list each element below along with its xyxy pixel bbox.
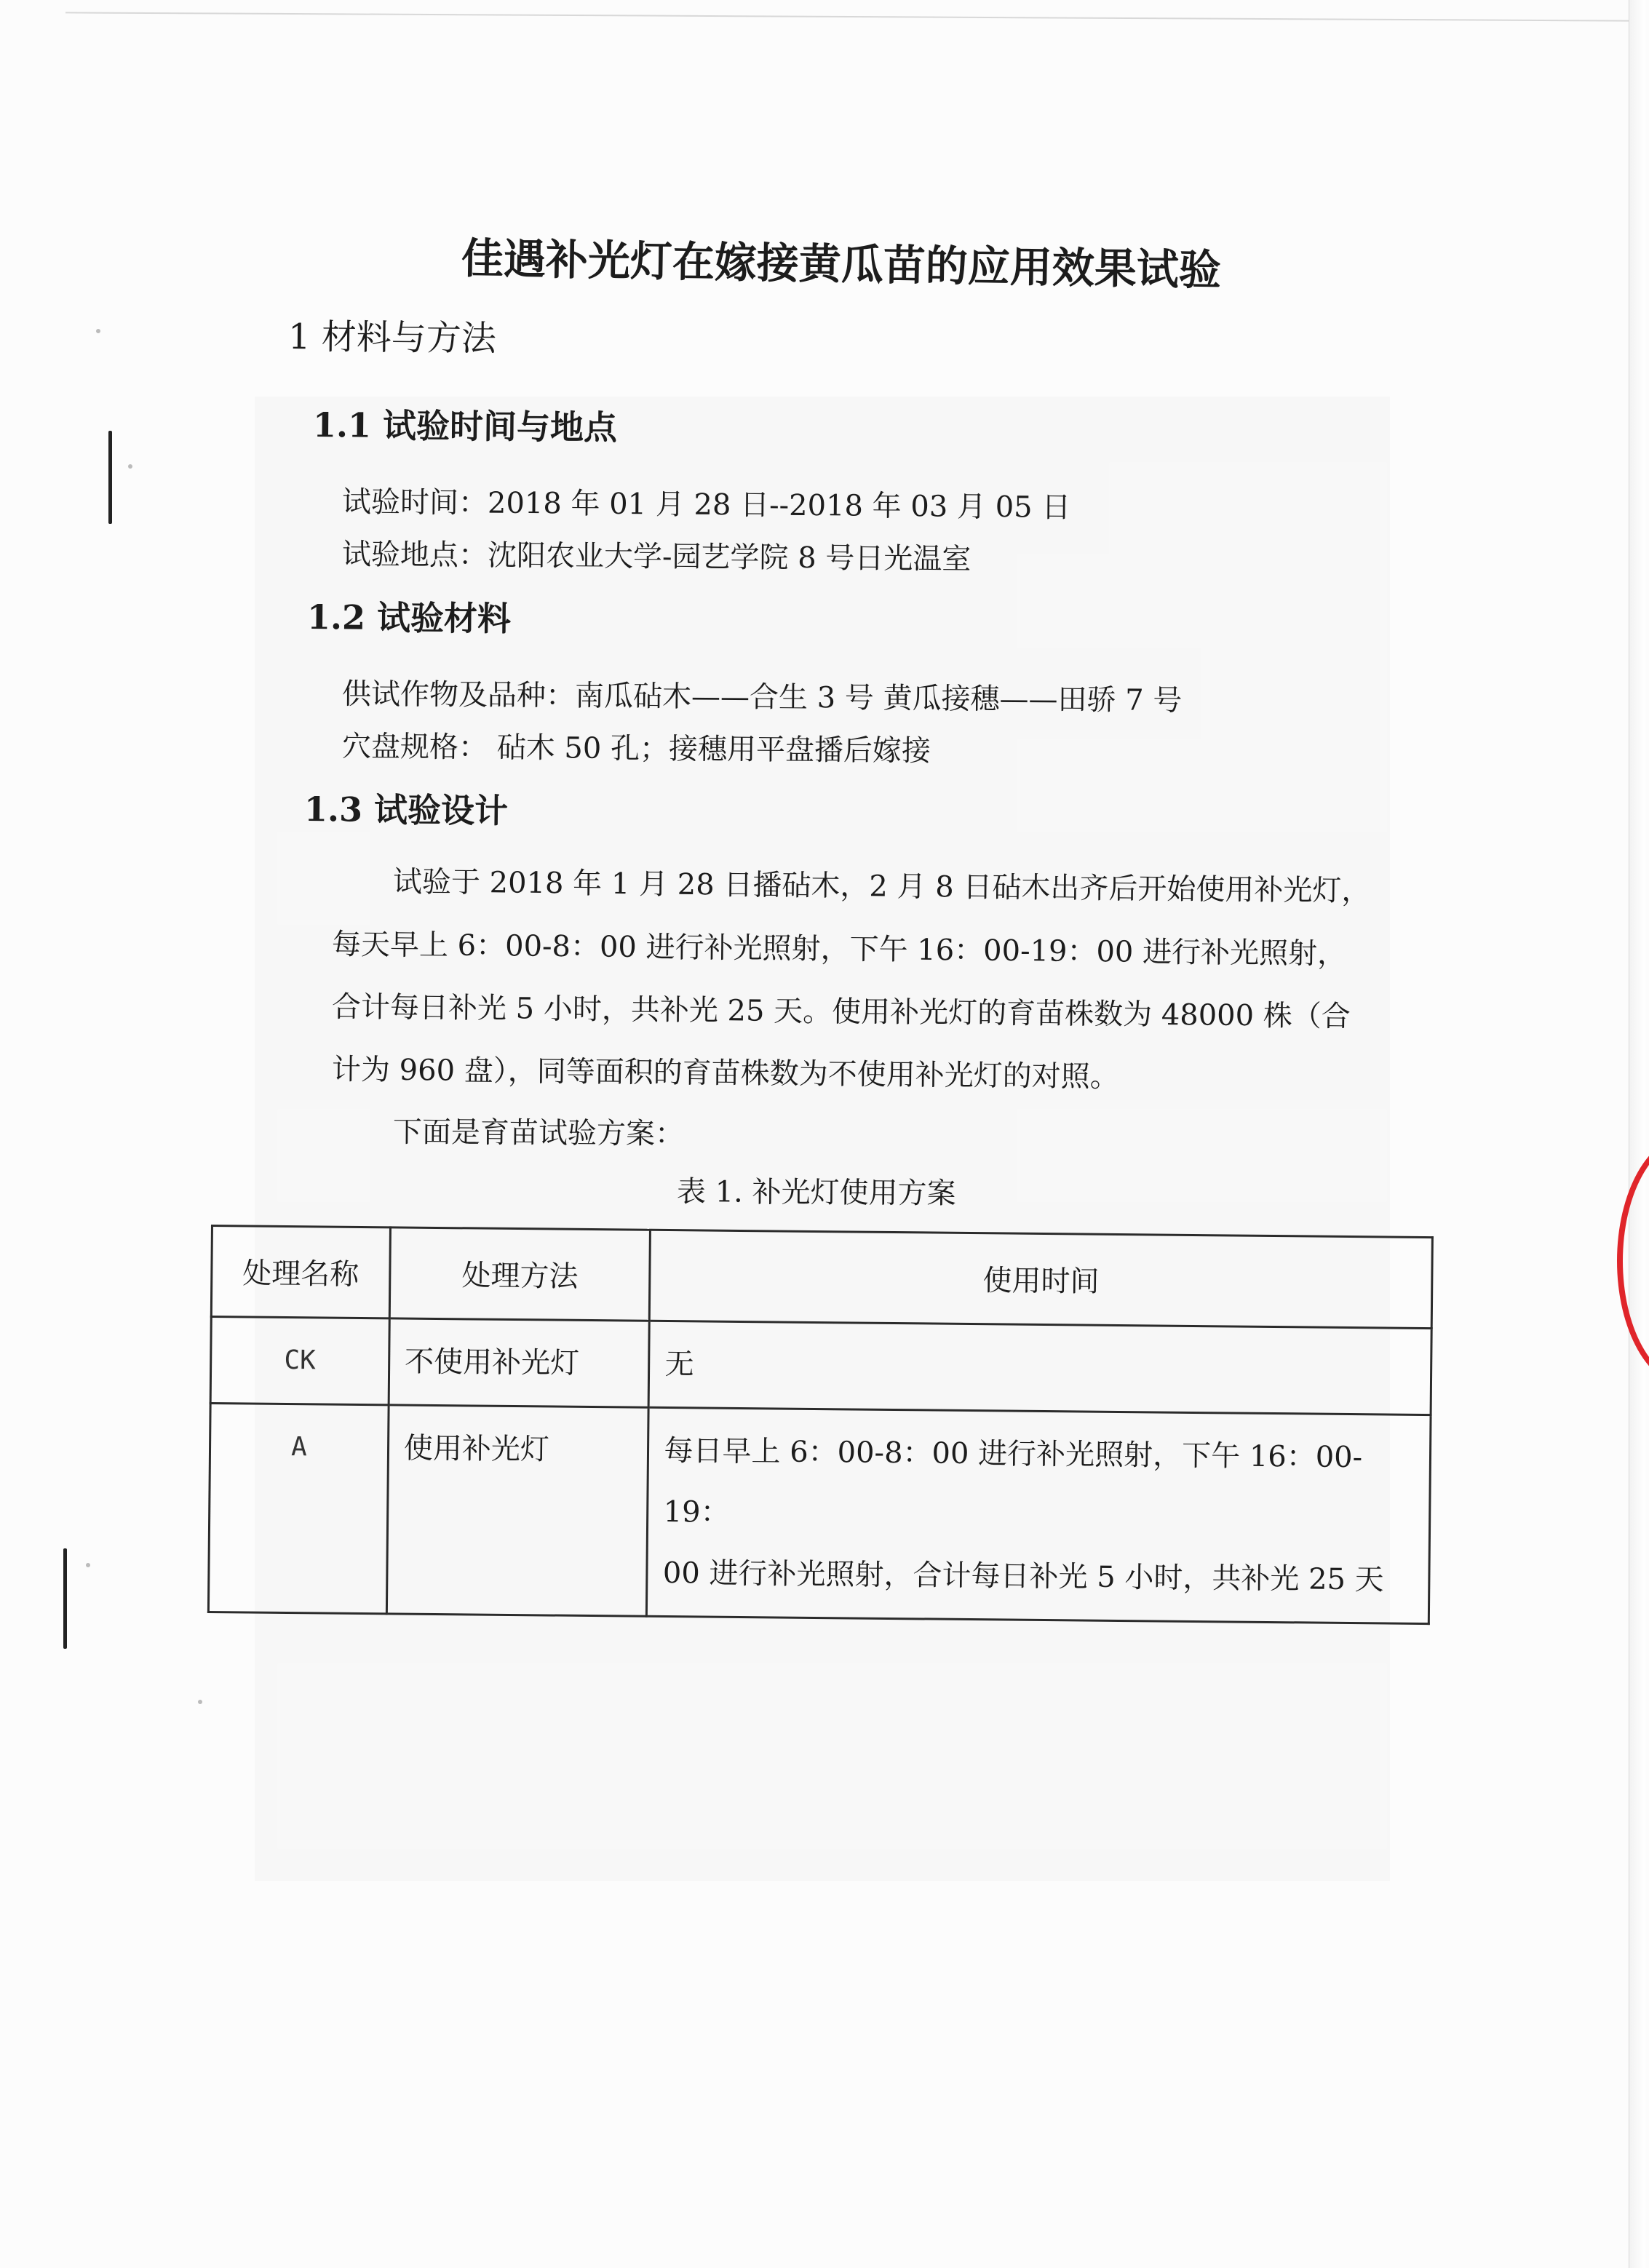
treatment-method-cell: 使用补光灯 [386, 1405, 648, 1616]
section-heading-1-3: 1.3 试验设计 [303, 789, 509, 831]
light-scheme-table [207, 1225, 1434, 1625]
design-paragraph-line: 合计每日补光 5 小时，共补光 25 天。使用补光灯的育苗株数为 48000 株（合 [331, 990, 1351, 1034]
binding-mark [108, 431, 112, 524]
design-paragraph-line: 每天早上 6：00-8：00 进行补光照射，下午 16：00-19：00 进行补光照射， [331, 928, 1347, 971]
crop-variety: 供试作物及品种：南瓜砧木——合生 3 号 黄瓜接穗——田骄 7 号 [341, 677, 1183, 718]
usage-time-cell: 无 [649, 1321, 1432, 1414]
binding-dot [86, 1563, 90, 1567]
usage-time-line: 00 进行补光照射，合计每日补光 5 小时，共补光 25 天 [662, 1556, 1384, 1597]
binding-dot [96, 329, 100, 333]
table-header-row [211, 1226, 1432, 1329]
usage-time-line: 每日早上 6：00-8：00 进行补光照射，下午 16：00-19： [663, 1433, 1363, 1529]
header-treatment-method: 处理方法 [389, 1227, 651, 1321]
tray-spec: 穴盘规格： 砧木 50 孔；接穗用平盘播后嫁接 [341, 730, 931, 768]
trial-place: 试验地点：沈阳农业大学-园艺学院 8 号日光温室 [341, 538, 971, 576]
header-treatment-name: 处理名称 [211, 1226, 390, 1318]
table-row [208, 1404, 1431, 1624]
usage-time-cell [647, 1407, 1431, 1623]
section-heading-1-1: 1.1 试验时间与地点 [312, 405, 618, 447]
document-title: 佳遇补光灯在嫁接黄瓜苗的应用效果试验 [461, 234, 1222, 295]
design-paragraph-line: 计为 960 盘），同等面积的育苗株数为不使用补光灯的对照。 [331, 1053, 1119, 1094]
table-row [210, 1317, 1431, 1415]
page-edge-right [1629, 0, 1645, 2268]
header-usage-time: 使用时间 [650, 1230, 1433, 1328]
page-edge [65, 12, 1630, 21]
treatment-name-cell: A [208, 1404, 389, 1614]
binding-dot [198, 1700, 202, 1704]
section-heading-1: 1 材料与方法 [287, 317, 497, 359]
table-caption: 表 1. 补光灯使用方案 [676, 1175, 956, 1211]
trial-time: 试验时间：2018 年 01 月 28 日--2018 年 03 月 05 日 [341, 485, 1071, 525]
treatment-name-cell: CK [210, 1317, 389, 1405]
binding-mark [63, 1548, 67, 1649]
scheme-intro: 下面是育苗试验方案： [392, 1115, 685, 1151]
treatment-method-cell: 不使用补光灯 [389, 1318, 650, 1407]
section-heading-1-2: 1.2 试验材料 [306, 597, 512, 639]
design-paragraph-line: 试验于 2018 年 1 月 28 日播砧木，2 月 8 日砧木出齐后开始使用补光灯， [392, 865, 1371, 908]
binding-dot [128, 464, 132, 469]
